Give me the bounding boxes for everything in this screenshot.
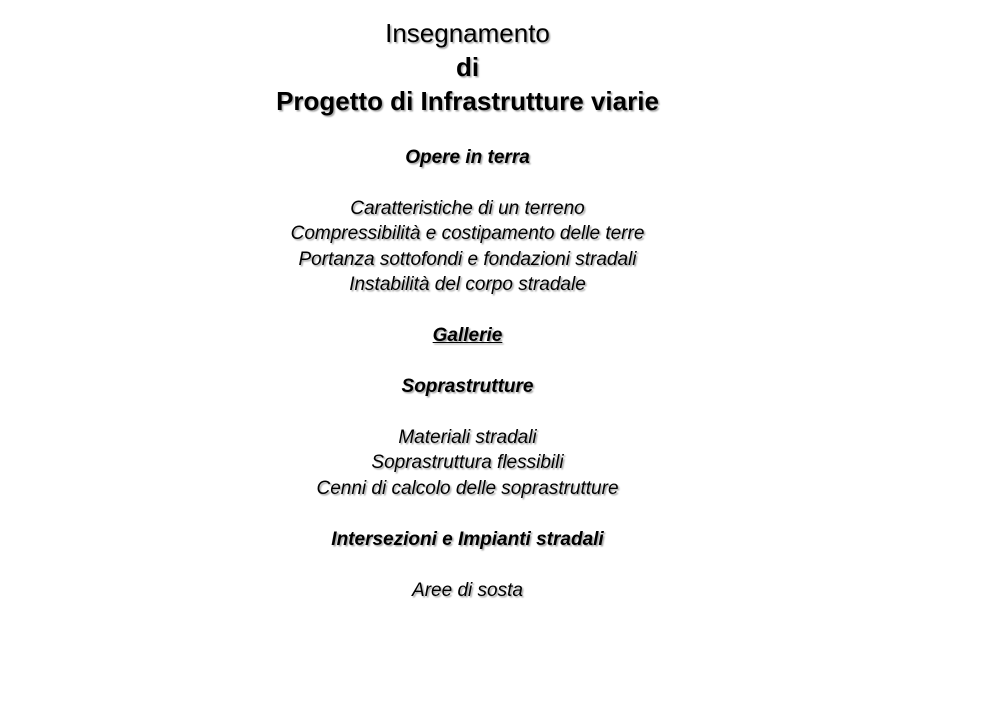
section-item: Portanza sottofondi e fondazioni stradali: [298, 249, 637, 270]
section-item: Caratteristiche di un terreno: [350, 198, 585, 219]
section-item: Soprastruttura flessibili: [371, 452, 564, 473]
section-heading-gallerie: Gallerie: [432, 325, 503, 346]
section-heading-intersezioni: Intersezioni e Impianti stradali: [331, 529, 604, 550]
section-item: Cenni di calcolo delle soprastrutture: [316, 478, 619, 499]
section-item: Compressibilità e costipamento delle terre: [290, 223, 645, 244]
section-item: Instabilità del corpo stradale: [349, 274, 586, 295]
section-heading-soprastrutture: Soprastrutture: [401, 376, 534, 397]
title-line-2: di: [455, 52, 480, 82]
section-item: Materiali stradali: [398, 427, 537, 448]
title-line-1: Insegnamento: [385, 18, 550, 48]
page-title: Progetto di Infrastrutture viarie: [276, 86, 659, 116]
section-item: Aree di sosta: [412, 580, 523, 601]
section-heading-opere-in-terra: Opere in terra: [405, 147, 530, 168]
